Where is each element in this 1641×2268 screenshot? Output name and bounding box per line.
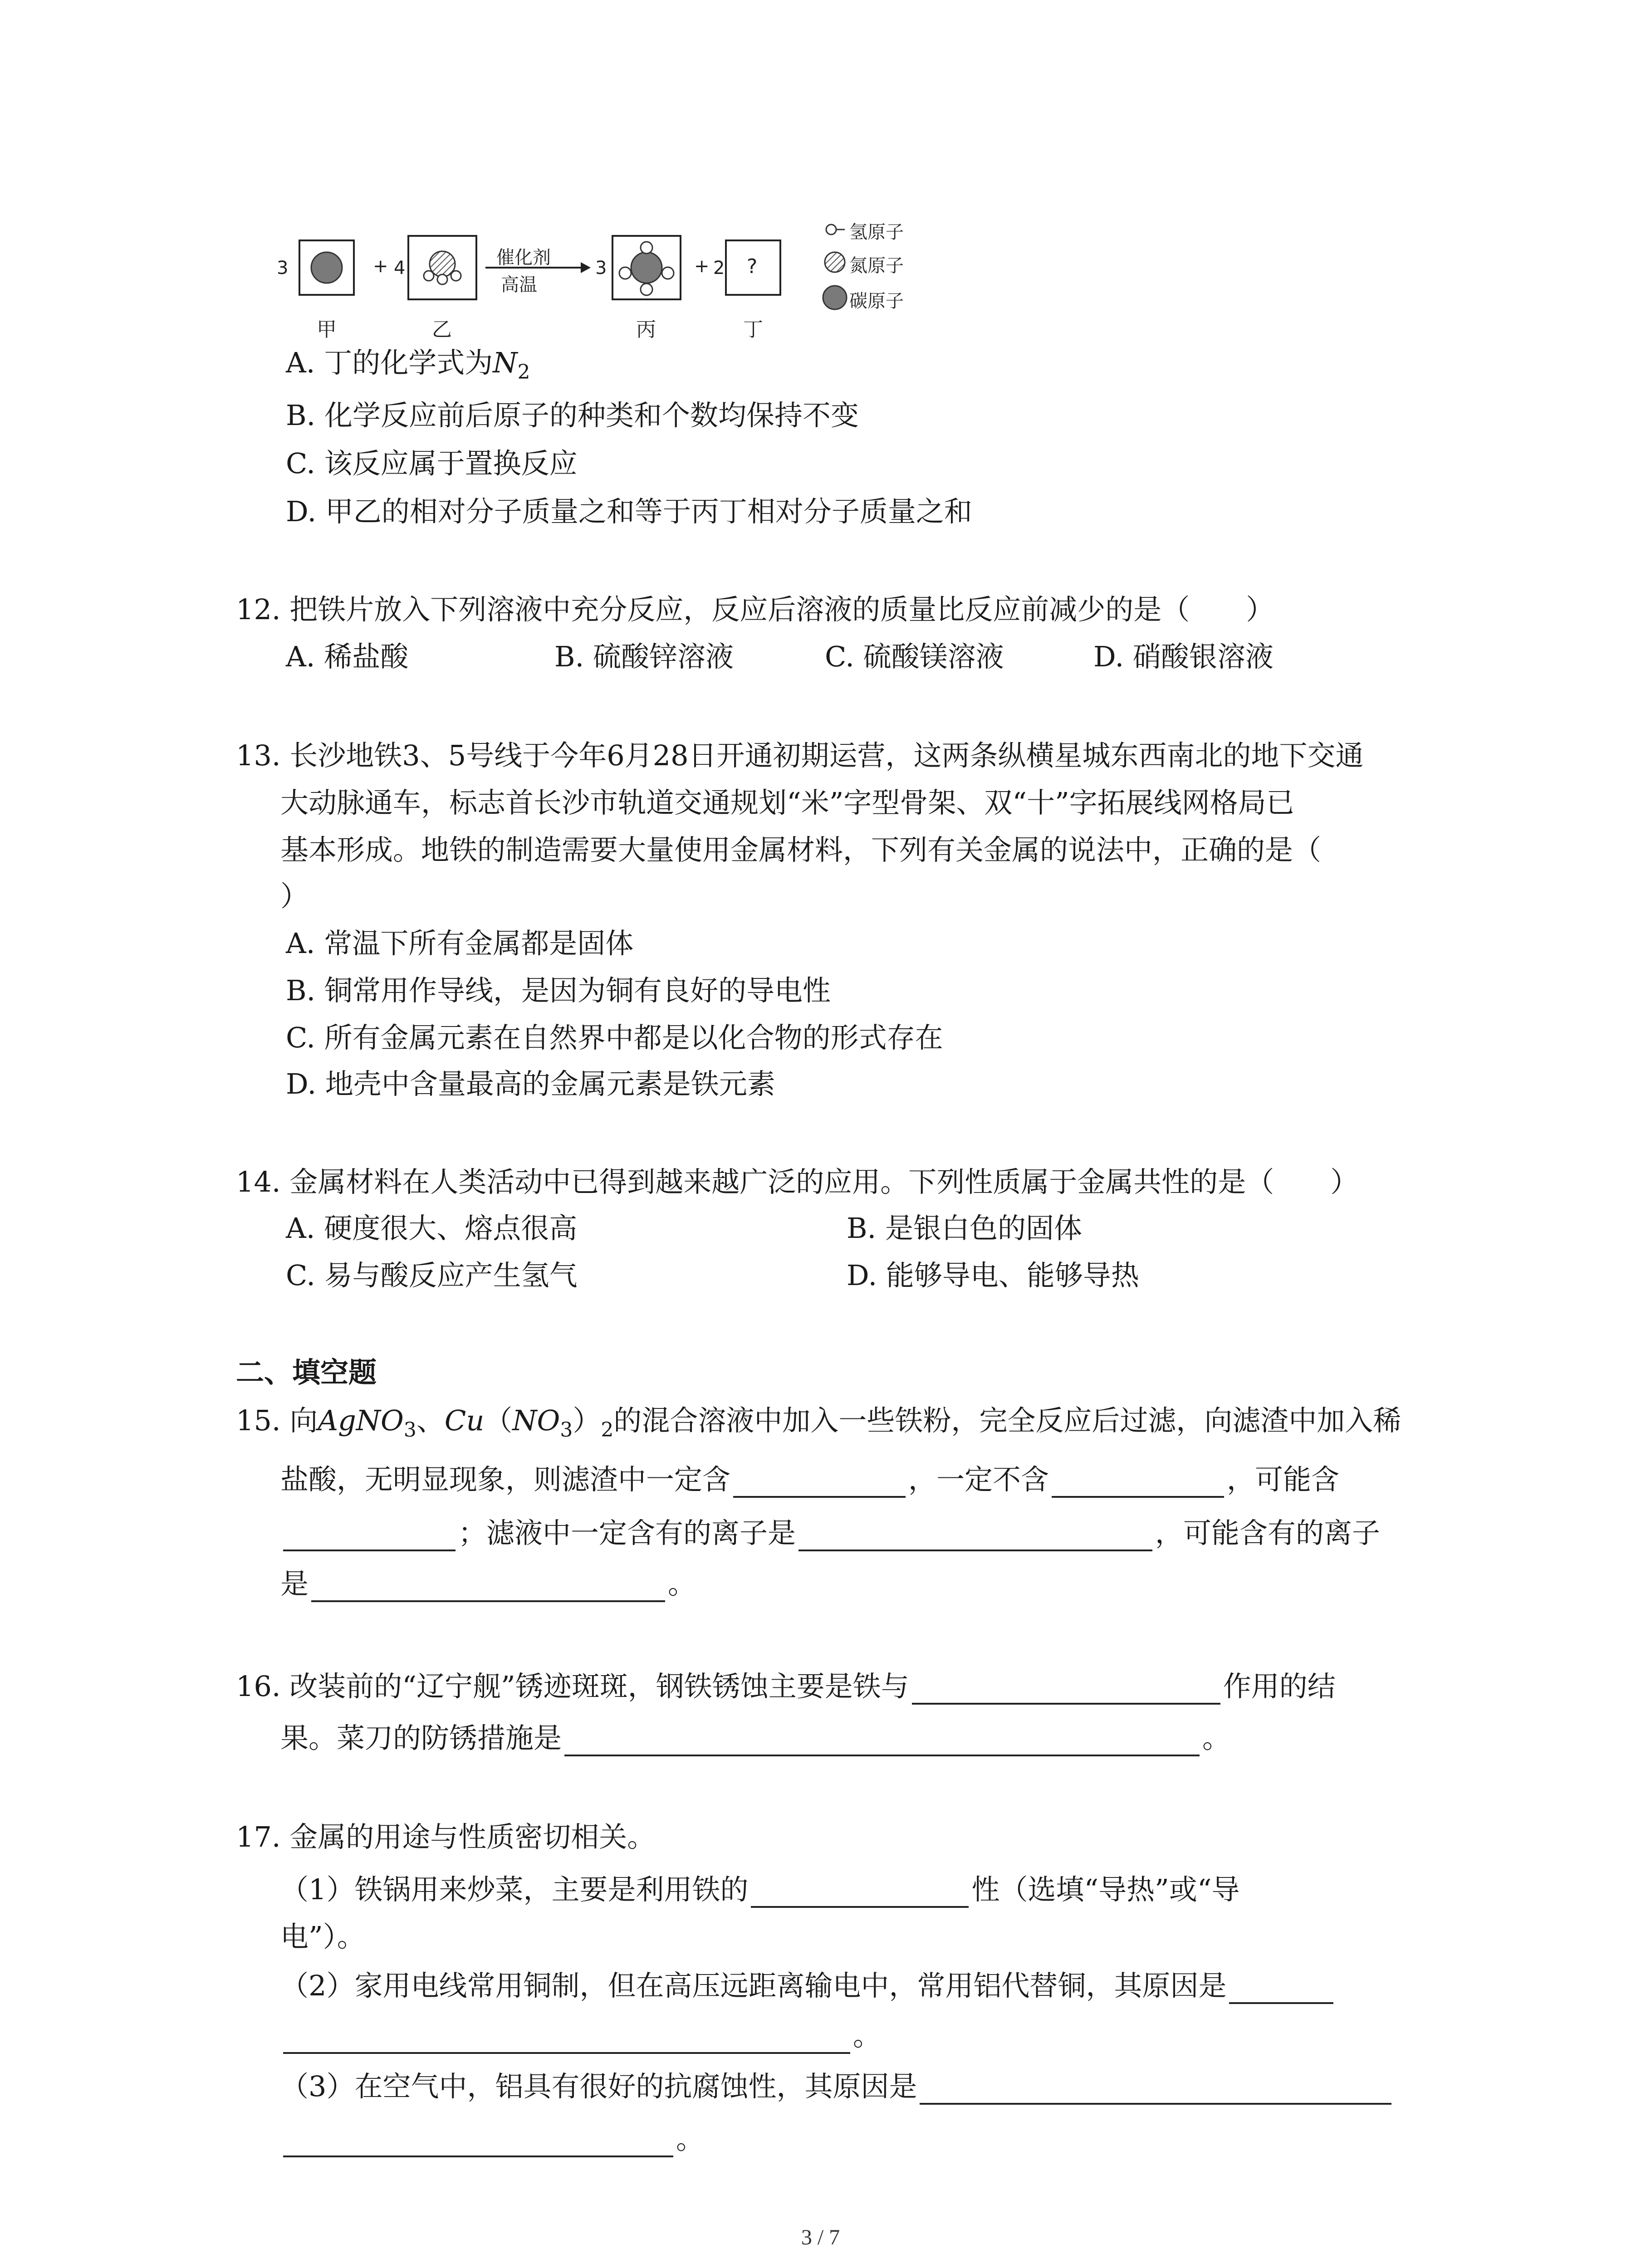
answer-blank[interactable] (920, 2071, 1391, 2105)
page-number: 3 / 7 (801, 2225, 840, 2249)
hydrogen-atom (451, 271, 461, 281)
legend-carbon-label: 碳原子 (849, 291, 904, 312)
q12-stem: 12. 把铁片放入下列溶液中充分反应，反应后溶液的质量比反应前减少的是（ ） (236, 593, 1274, 626)
hydrogen-atom (424, 271, 434, 281)
unknown-molecule: ? (747, 255, 758, 278)
reaction-diagram (272, 213, 944, 345)
q16-text: 。 (1202, 1721, 1231, 1755)
label-ding: 丁 (743, 318, 763, 341)
subscript: 3 (560, 1418, 573, 1442)
q17-text: （1）铁锅用来炒菜，主要是利用铁的 (280, 1873, 749, 1906)
q15-number: 15. (236, 1404, 281, 1437)
answer-blank[interactable] (311, 1569, 665, 1602)
q15-text: 盐酸，无明显现象，则滤渣中一定含 (280, 1463, 731, 1496)
q12-option-b: B. 硫酸锌溶液 (554, 640, 734, 673)
formula-no3: NO (512, 1404, 560, 1437)
q13-option-b: B. 铜常用作导线，是因为铜有良好的导电性 (286, 974, 831, 1007)
coef-jia: 3 (277, 258, 289, 279)
subscript: 3 (403, 1418, 416, 1442)
q15-text: 向 (289, 1404, 318, 1437)
q17-text: （2）家用电线常用铜制，但在高压远距离输电中，常用铝代替铜，其原因是 (280, 1969, 1227, 2002)
q14-option-a: A. 硬度很大、熔点很高 (286, 1212, 578, 1245)
q14-stem: 14. 金属材料在人类活动中已得到越来越广泛的应用。下列性质属于金属共性的是（ ） (236, 1165, 1359, 1198)
q15-text: ，一定不含 (908, 1463, 1049, 1496)
q13-option-c: C. 所有金属元素在自然界中都是以化合物的形式存在 (286, 1021, 943, 1054)
q16-line-2 (280, 1720, 1230, 1756)
q12-option-a: A. 稀盐酸 (286, 640, 409, 673)
legend-nitrogen-icon (825, 252, 845, 272)
condition-catalyst: 催化剂 (496, 247, 551, 268)
q17-text: （3）在空气中，铝具有很好的抗腐蚀性，其原因是 (280, 2070, 917, 2103)
hydrogen-atom (619, 267, 631, 279)
plus-sign: + (694, 256, 710, 277)
condition-high-temp: 高温 (501, 274, 537, 295)
subscript: 2 (517, 361, 530, 384)
coef-yi: 4 (394, 258, 406, 279)
q15-text: 、 (416, 1404, 445, 1437)
formula-n: N (493, 346, 518, 379)
q14-option-d: D. 能够导电、能够导热 (847, 1259, 1139, 1292)
q17-part-2 (280, 1968, 1336, 2004)
q13-line-1: 13. 长沙地铁3、5号线于今年6月28日开通初期运营，这两条纵横星城东西南北的地下交通 (236, 739, 1364, 772)
answer-blank[interactable] (283, 2124, 673, 2157)
q12-option-c: C. 硫酸镁溶液 (825, 640, 1004, 673)
q17-text: 。 (853, 2019, 882, 2052)
answer-blank[interactable] (798, 1518, 1152, 1551)
formula-agno3: AgNO (318, 1404, 404, 1437)
arrow-head (581, 262, 591, 273)
q15-text: ，可能含有的离子 (1155, 1516, 1381, 1549)
q15-line-3 (280, 1515, 1380, 1551)
q15-text: 的混合溶液中加入一些铁粉，完全反应后过滤，向滤渣中加入稀 (613, 1404, 1401, 1437)
coef-bing: 3 (595, 258, 607, 279)
section-title: 二、填空题 (236, 1356, 377, 1389)
q17-part-3-cont (280, 2121, 704, 2157)
hydrogen-atom (641, 284, 652, 295)
q14-option-b: B. 是银白色的固体 (847, 1212, 1082, 1245)
q15-text: 是 (280, 1567, 309, 1600)
q17-text: 性（选填“导热”或“导 (971, 1873, 1240, 1906)
legend-nitrogen-label: 氮原子 (849, 255, 904, 276)
q16-text: 作用的结 (1223, 1670, 1336, 1703)
q15-text: 。 (668, 1567, 696, 1600)
hydrogen-atom (437, 274, 447, 284)
carbon-atom (631, 252, 662, 283)
q11-option-c: C. 该反应属于置换反应 (286, 447, 578, 480)
q14-option-c: C. 易与酸反应产生氢气 (286, 1259, 578, 1292)
q17-text: 。 (676, 2122, 705, 2156)
q13-option-a: A. 常温下所有金属都是固体 (286, 927, 634, 960)
hydrogen-atom (641, 242, 652, 254)
q17-part-1-cont: 电”）。 (280, 1920, 365, 1953)
hydrogen-atom (662, 267, 674, 279)
q16-text: 16. 改装前的“辽宁舰”锈迹斑斑，钢铁锈蚀主要是铁与 (236, 1670, 909, 1703)
q15-line-4 (280, 1566, 696, 1602)
answer-blank[interactable] (564, 1723, 1200, 1756)
subscript: 2 (601, 1418, 614, 1442)
q17-stem: 17. 金属的用途与性质密切相关。 (236, 1820, 656, 1853)
carbon-atom (311, 252, 342, 283)
label-jia: 甲 (317, 318, 337, 341)
q17-part-2-cont (280, 2018, 881, 2054)
q13-line-2: 大动脉通车，标志首长沙市轨道交通规划“米”字型骨架、双“十”字拓展线网格局已 (280, 786, 1294, 819)
q15-line-1 (236, 1403, 1401, 1448)
q13-option-d: D. 地壳中含量最高的金属元素是铁元素 (286, 1067, 775, 1100)
q15-line-2 (280, 1461, 1339, 1498)
answer-blank[interactable] (733, 1464, 906, 1498)
q13-line-3: 基本形成。地铁的制造需要大量使用金属材料，下列有关金属的说法中，正确的是（ (280, 833, 1322, 866)
coef-ding: 2 (713, 258, 725, 279)
q17-part-3 (280, 2068, 1394, 2105)
option-a-text: A. 丁的化学式为 (286, 346, 493, 379)
q11-option-b: B. 化学反应前后原子的种类和个数均保持不变 (286, 399, 859, 432)
answer-blank[interactable] (1229, 1970, 1333, 2004)
q15-text: ；滤液中一定含有的离子是 (458, 1516, 796, 1549)
formula-cu: Cu (444, 1404, 485, 1437)
q11-option-a (286, 345, 530, 391)
answer-blank[interactable] (1052, 1464, 1224, 1498)
q15-text: （ (484, 1404, 513, 1437)
q12-option-d: D. 硝酸银溶液 (1093, 640, 1274, 673)
label-bing: 丙 (636, 318, 656, 341)
q11-option-d: D. 甲乙的相对分子质量之和等于丙丁相对分子质量之和 (286, 495, 972, 528)
answer-blank[interactable] (912, 1671, 1220, 1705)
q16-line-1 (236, 1668, 1336, 1705)
answer-blank[interactable] (283, 1518, 456, 1551)
legend-carbon-icon (823, 286, 847, 309)
q15-text: ，可能含 (1227, 1463, 1340, 1496)
q17-part-1 (280, 1872, 1240, 1908)
q13-line-4: ） (280, 880, 309, 913)
legend-hydrogen-icon (826, 225, 836, 235)
q15-text: ） (573, 1404, 601, 1437)
label-yi: 乙 (432, 318, 452, 341)
legend-hydrogen-label: 氢原子 (849, 222, 904, 243)
plus-sign: + (373, 256, 388, 277)
q16-text: 果。菜刀的防锈措施是 (280, 1721, 562, 1755)
answer-blank[interactable] (751, 1874, 969, 1908)
answer-blank[interactable] (283, 2020, 850, 2054)
